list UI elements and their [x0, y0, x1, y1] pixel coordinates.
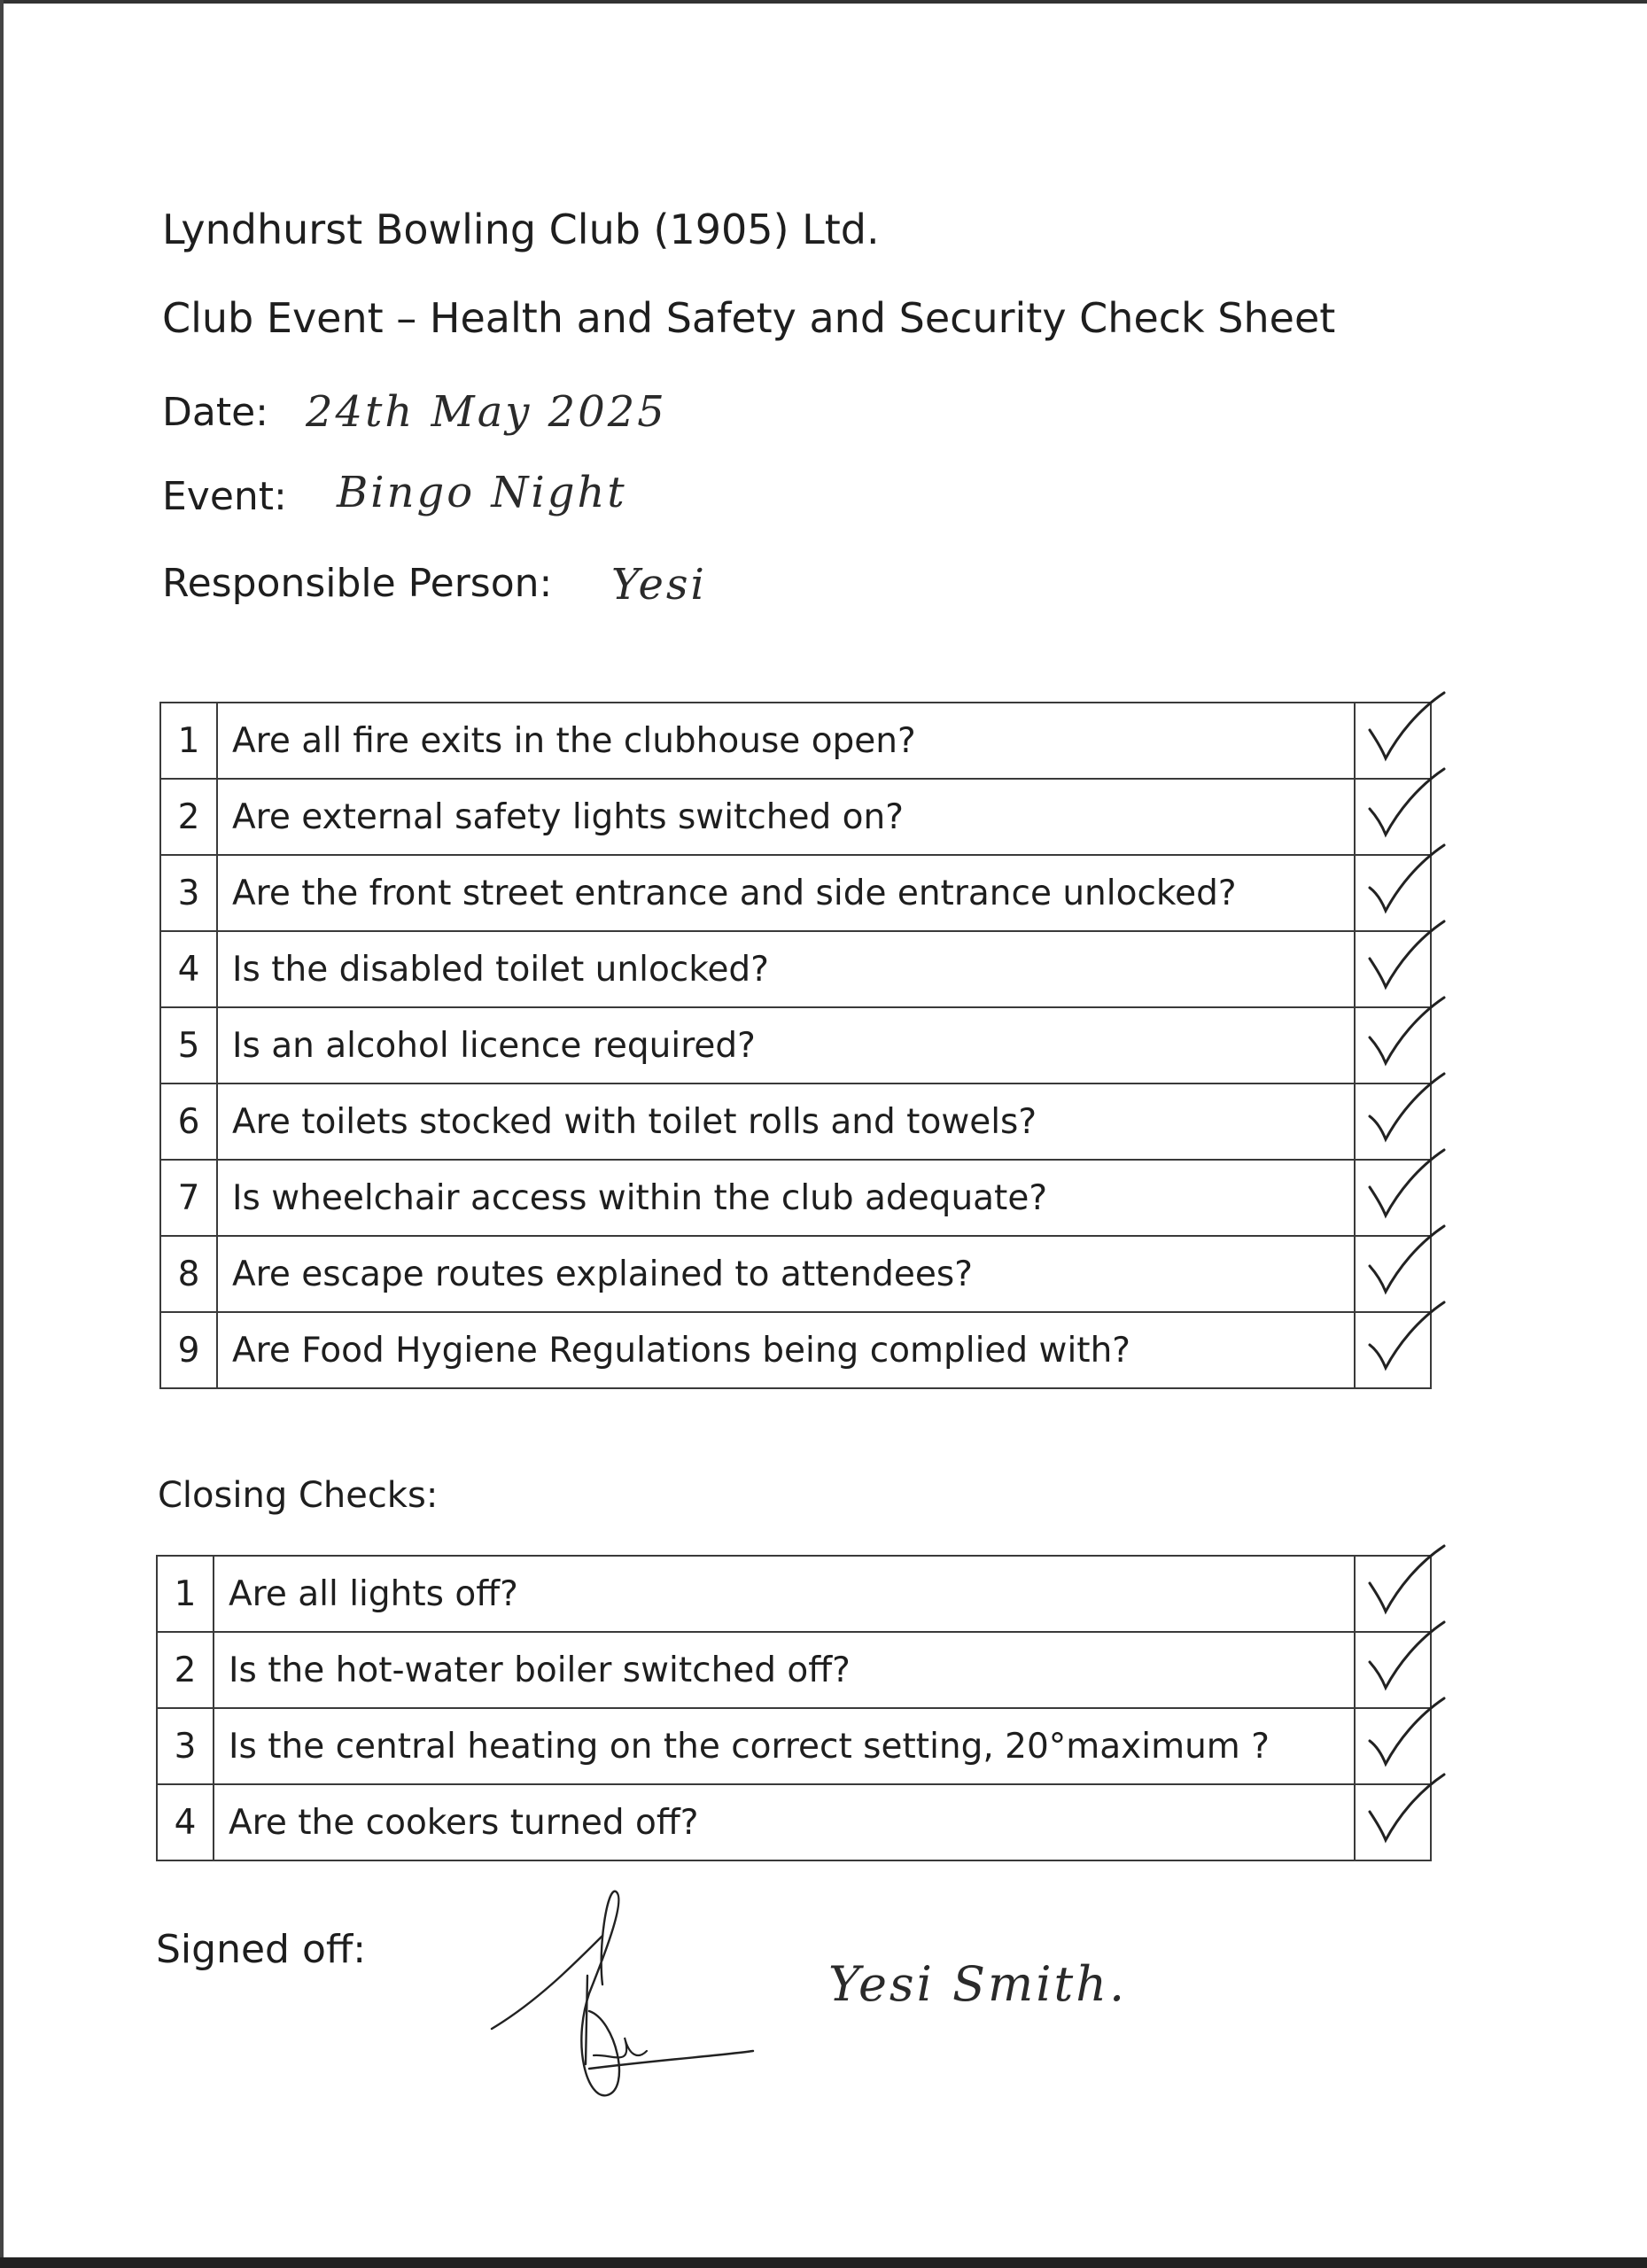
event-value: Bingo Night — [337, 468, 627, 517]
check-row — [160, 703, 1431, 779]
check-row — [157, 1556, 1431, 1632]
check-number: 7 — [160, 1160, 217, 1236]
responsible-person-label: Responsible Person: — [162, 561, 553, 606]
check-number: 1 — [160, 703, 217, 779]
check-row — [160, 1007, 1431, 1084]
check-number: 6 — [160, 1084, 217, 1160]
check-mark-icon — [1363, 1544, 1448, 1617]
club-name: Lyndhurst Bowling Club (1905) Ltd. — [162, 206, 880, 253]
check-mark-icon — [1363, 1301, 1448, 1373]
check-mark-icon — [1363, 1697, 1448, 1769]
check-number: 8 — [160, 1236, 217, 1312]
check-row — [157, 1784, 1431, 1860]
check-question: Is the central heating on the correct setting, 20°maximum ? — [214, 1708, 1355, 1784]
check-row — [160, 1236, 1431, 1312]
check-mark-icon — [1363, 843, 1448, 916]
check-question: Are escape routes explained to attendees? — [217, 1236, 1355, 1312]
signed-off-label: Signed off: — [156, 1927, 367, 1972]
check-number: 9 — [160, 1312, 217, 1388]
check-question: Is the disabled toilet unlocked? — [217, 931, 1355, 1007]
check-question: Is wheelchair access within the club adequate? — [217, 1160, 1355, 1236]
check-row — [160, 1160, 1431, 1236]
check-number: 1 — [157, 1556, 214, 1632]
page-edge-top — [0, 0, 1647, 4]
check-question: Are external safety lights switched on? — [217, 779, 1355, 855]
check-question: Are toilets stocked with toilet rolls and towels? — [217, 1084, 1355, 1160]
check-number: 2 — [160, 779, 217, 855]
check-mark-icon — [1363, 1773, 1448, 1845]
page-edge-left — [0, 0, 4, 2268]
check-mark-icon — [1363, 1224, 1448, 1297]
check-mark-icon — [1363, 1148, 1448, 1221]
check-tick-box — [1355, 1312, 1431, 1388]
check-tick-box — [1355, 1784, 1431, 1860]
closing-checks-table — [156, 1555, 1432, 1861]
check-question: Is an alcohol licence required? — [217, 1007, 1355, 1084]
check-row — [157, 1632, 1431, 1708]
check-row — [160, 1312, 1431, 1388]
check-number: 5 — [160, 1007, 217, 1084]
check-question: Is the hot-water boiler switched off? — [214, 1632, 1355, 1708]
opening-checks-table — [159, 702, 1432, 1389]
check-row — [160, 1084, 1431, 1160]
check-mark-icon — [1363, 996, 1448, 1068]
check-mark-icon — [1363, 767, 1448, 840]
check-question: Are all lights off? — [214, 1556, 1355, 1632]
check-mark-icon — [1363, 920, 1448, 992]
check-question: Are Food Hygiene Regulations being complied with? — [217, 1312, 1355, 1388]
check-mark-icon — [1363, 691, 1448, 764]
check-row — [160, 855, 1431, 931]
responsible-person-value: Yesi — [611, 560, 707, 610]
check-number: 3 — [160, 855, 217, 931]
closing-checks-title: Closing Checks: — [158, 1475, 439, 1516]
check-number: 2 — [157, 1632, 214, 1708]
check-row — [157, 1708, 1431, 1784]
date-value: 24th May 2025 — [306, 387, 667, 437]
check-mark-icon — [1363, 1620, 1448, 1693]
check-number: 3 — [157, 1708, 214, 1784]
signature-name: Yesi Smith. — [828, 1956, 1128, 2012]
event-label: Event: — [162, 474, 287, 519]
check-number: 4 — [160, 931, 217, 1007]
check-row — [160, 931, 1431, 1007]
date-label: Date: — [162, 390, 268, 435]
page-edge-bottom — [0, 2257, 1647, 2268]
sheet-title: Club Event – Health and Safety and Security Check Sheet — [162, 294, 1336, 342]
check-question: Are the front street entrance and side entrance unlocked? — [217, 855, 1355, 931]
check-question: Are all fire exits in the clubhouse open? — [217, 703, 1355, 779]
check-mark-icon — [1363, 1072, 1448, 1145]
check-number: 4 — [157, 1784, 214, 1860]
check-row — [160, 779, 1431, 855]
check-question: Are the cookers turned off? — [214, 1784, 1355, 1860]
